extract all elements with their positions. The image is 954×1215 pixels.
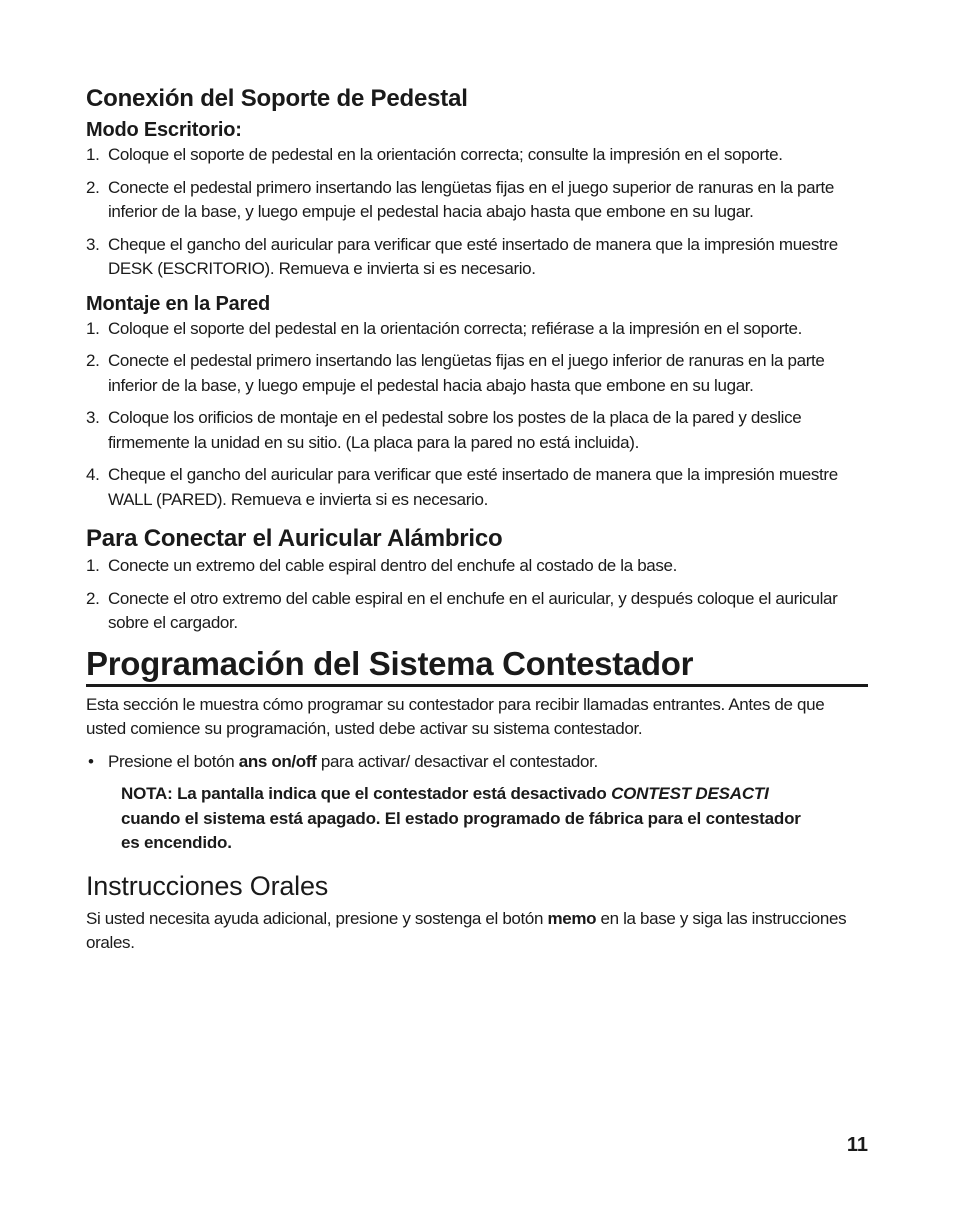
step-number: 1. (86, 556, 100, 575)
list-item (86, 554, 868, 579)
step-text: Cheque el gancho del auricular para verificar que esté insertado de manera que la impresión muestre WALL (PARED). Remueva e invierta si es necesario. (108, 465, 838, 509)
list-item (86, 463, 868, 512)
note (121, 782, 811, 856)
pedestal-section-title: Conexión del Soporte de Pedestal (86, 85, 468, 112)
ans-on-off-button-label: ans on/off (238, 751, 317, 771)
wall-mount-steps (86, 317, 868, 513)
voice-instructions-text (86, 907, 868, 956)
step-text: Coloque el soporte del pedestal en la orientación correcta; refiérase a la impresión en el soporte. (108, 318, 802, 338)
list-item (86, 587, 868, 636)
note-text-after: cuando el sistema está apagado. El estado programado de fábrica para el contestador es encendido. (121, 808, 801, 852)
step-number: 4. (86, 465, 100, 484)
step-text: Conecte el pedestal primero insertando las lengüetas fijas en el juego superior de ranuras en la parte inferior de la base, y luego empuje el pedestal hacia abajo hasta que embone en su lugar. (108, 177, 834, 221)
step-number: 2. (86, 588, 100, 608)
list-item (86, 176, 868, 225)
step-text: Conecte un extremo del cable espiral dentro del enchufe al costado de la base. (108, 556, 678, 575)
step-text: Cheque el gancho del auricular para verificar que esté insertado de manera que la impresión muestre DESK (ESCRITORIO). Remueva e invierta si es necesario. (108, 234, 838, 278)
voice-text-after: en la base y siga las instrucciones orales. (86, 908, 847, 952)
voice-text-before: Si usted necesita ayuda adicional, presione y sostenga el botón (86, 908, 548, 928)
desk-mode-title: Modo Escritorio: (86, 119, 242, 141)
step-text: Coloque el soporte de pedestal en la orientación correcta; consulte la impresión en el soporte. (108, 145, 783, 164)
page-number: 11 (846, 1134, 868, 1156)
answering-bullets (86, 750, 868, 775)
bullet-text-after: para activar/ desactivar el contestador. (316, 751, 598, 771)
wall-mount-title: Montaje en la Pared (86, 292, 271, 315)
step-number: 2. (86, 177, 100, 197)
note-text-before: NOTA: La pantalla indica que el contestador está desactivado (121, 784, 612, 803)
answering-system-title: Programación del Sistema Contestador (86, 644, 868, 687)
corded-handset-title: Para Conectar el Auricular Alámbrico (86, 525, 503, 552)
list-item (86, 349, 868, 398)
step-text: Conecte el otro extremo del cable espiral en el enchufe en el auricular, y después coloque el auricular sobre el cargador. (108, 588, 838, 632)
list-item (86, 317, 868, 342)
voice-instructions-title: Instrucciones Orales (86, 870, 329, 901)
memo-button-label: memo (547, 908, 597, 928)
list-item (86, 750, 868, 775)
bullet-text-before: Presione el botón (108, 751, 239, 771)
answering-intro: Esta sección le muestra cómo programar su contestador para recibir llamadas entrantes. Antes de que usted comience su programación, usted debe activar su sistema contestador. (86, 694, 825, 738)
manual-page (86, 84, 868, 956)
step-text: Conecte el pedestal primero insertando las lengüetas fijas en el juego inferior de ranuras en la parte inferior de la base, y luego empuje el pedestal hacia abajo hasta que embone en su lugar. (108, 351, 825, 395)
step-number: 1. (86, 318, 100, 338)
list-item (86, 143, 868, 168)
step-number: 3. (86, 408, 100, 427)
list-item (86, 233, 868, 282)
step-number: 1. (86, 145, 100, 164)
step-text: Coloque los orificios de montaje en el pedestal sobre los postes de la placa de la pared y deslice firmemente la unidad en su sitio. (La placa para la pared no está incluida). (108, 408, 802, 452)
desk-mode-steps (86, 143, 868, 282)
step-number: 3. (86, 234, 100, 254)
display-message: CONTEST DESACTI (611, 784, 769, 803)
step-number: 2. (86, 351, 100, 370)
list-item (86, 406, 868, 455)
bullet-dot: • (88, 751, 94, 771)
corded-handset-steps (86, 554, 868, 636)
